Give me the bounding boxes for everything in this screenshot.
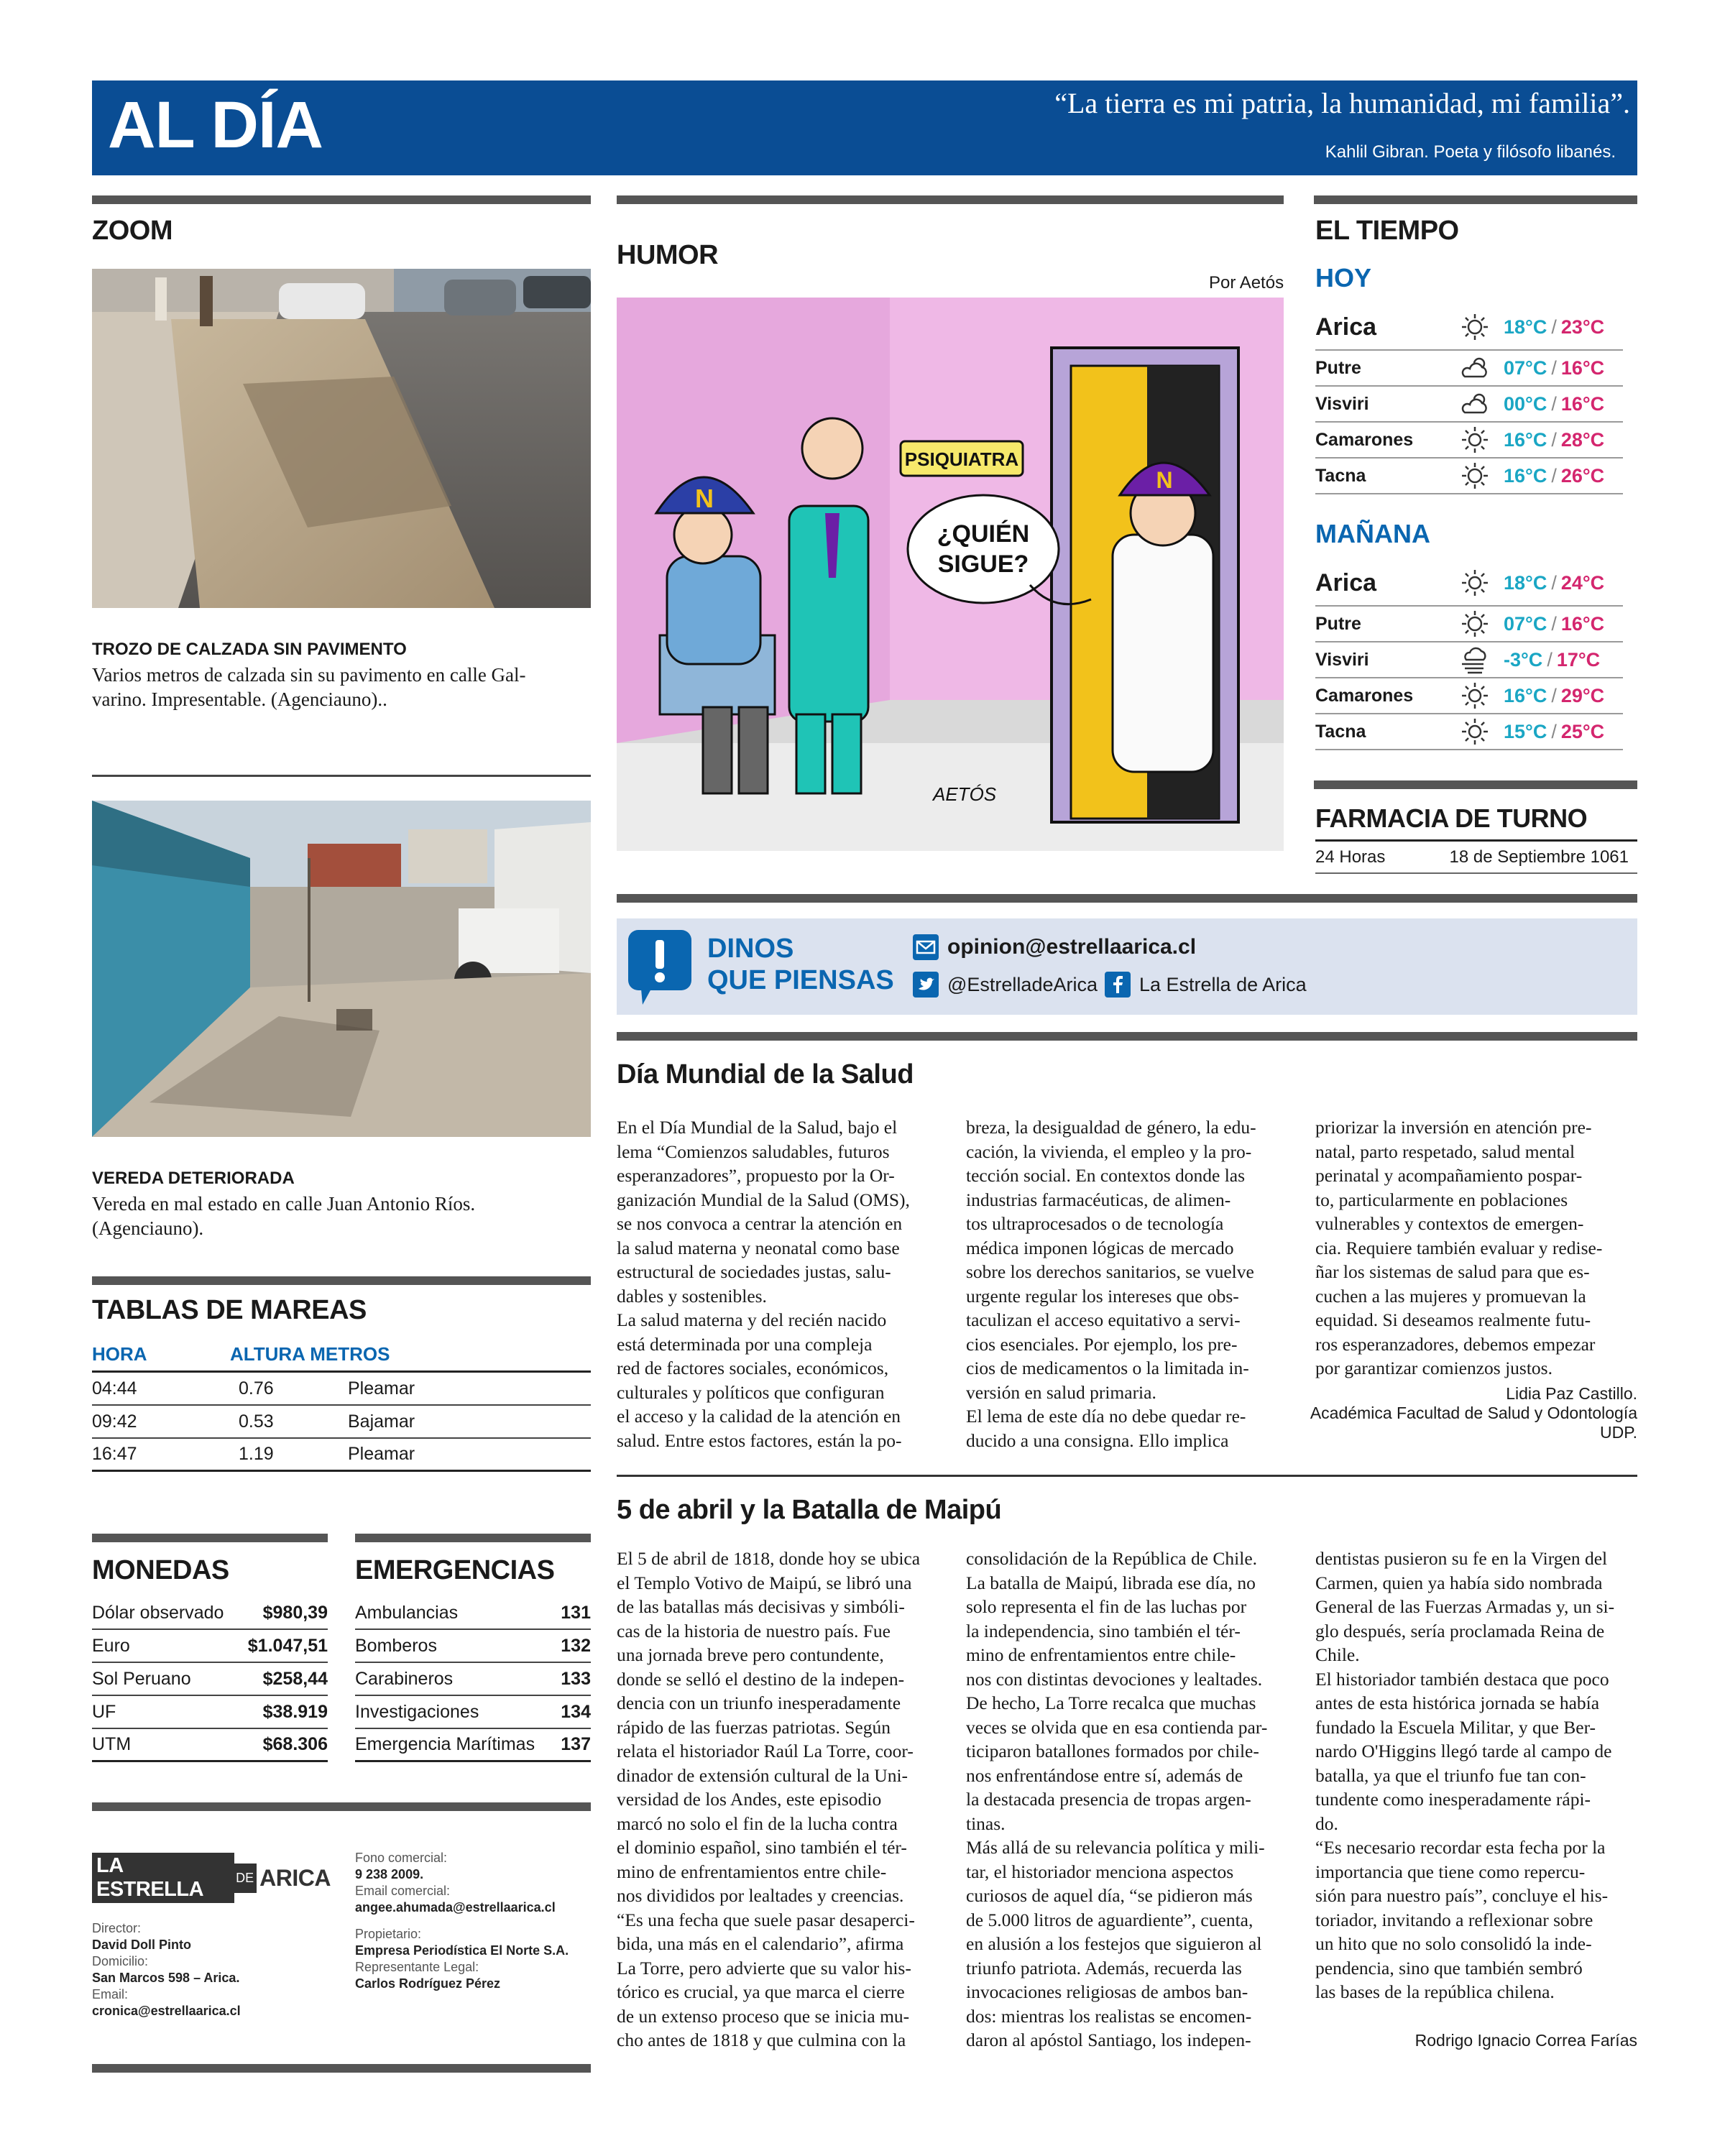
windy-cloud-icon: [1459, 644, 1491, 676]
table-row: [92, 1663, 328, 1696]
weather-title: EL TIEMPO: [1315, 216, 1459, 246]
currency-name: UTM: [92, 1734, 132, 1754]
twitter-icon: [913, 972, 939, 998]
emergency-number: 137: [561, 1734, 591, 1754]
emergency-number: 134: [561, 1701, 591, 1722]
article-line: “Es necesario recordar esta fecha por la: [1315, 1837, 1606, 1858]
article-line: breza, la desigualdad de género, la edu-: [966, 1117, 1256, 1138]
article-line: la independencia, sino también el tér-: [966, 1620, 1241, 1641]
temp-min: 16°C: [1504, 428, 1547, 451]
divider: [92, 2064, 591, 2073]
staff-label: Propietario:: [355, 1927, 422, 1941]
owner: Empresa Periodística El Norte S.A.: [355, 1943, 569, 1958]
article-line: relata el historiador Raúl La Torre, coor-: [617, 1741, 914, 1761]
section-header: [92, 80, 1637, 175]
tide-height: 1.19: [239, 1444, 274, 1464]
article-line: de 5.000 litros de aguardiente”, cuenta,: [966, 1909, 1254, 1930]
address: San Marcos 598 – Arica.: [92, 1971, 240, 1985]
emergency-name: Investigaciones: [355, 1701, 479, 1722]
article-2-col-1: [617, 1547, 940, 2053]
sun-icon: [1459, 424, 1491, 456]
article-line: tos ultraprocesados o de tecnología: [966, 1213, 1224, 1234]
weather-city: Tacna: [1315, 465, 1366, 486]
temp-min: 00°C: [1504, 392, 1547, 415]
weather-today-list: [1315, 305, 1623, 499]
article-line: pendencia, sino que también sembró: [1315, 1957, 1583, 1978]
article-line: tinas.: [966, 1812, 1006, 1834]
staff-box-right: [355, 1850, 569, 1992]
staff-label: Domicilio:: [92, 1954, 149, 1968]
article-line: culturales y políticos que configuran: [617, 1381, 885, 1403]
tides-header: [92, 1338, 591, 1373]
article-line: fundado la Escuela Militar, y que Ber-: [1315, 1716, 1596, 1738]
emergency-name: Emergencia Marítimas: [355, 1734, 535, 1754]
article-line: nos enfrentándose entre sí, además de: [966, 1764, 1243, 1786]
table-row: [355, 1663, 591, 1696]
temp-min: 16°C: [1504, 464, 1547, 487]
article-line: esperanzadores”, propuesto por la Or-: [617, 1165, 895, 1186]
emergency-name: Bomberos: [355, 1635, 437, 1656]
article-line: solo representa el fin de las luchas por: [966, 1596, 1247, 1617]
weather-row: Camarones 16°C / 28°C: [1315, 423, 1623, 459]
article-line: curiosos de aquel día, “se pidieron más: [966, 1885, 1253, 1906]
divider: [1314, 195, 1637, 204]
article-line: lema “Comienzos saludables, futuros: [617, 1141, 890, 1162]
author-name: Lidia Paz Castillo.: [1506, 1384, 1637, 1403]
article-line: el dominio español, sino también el tér-: [617, 1837, 907, 1858]
temp-max: 28°C: [1560, 428, 1605, 451]
divider: [617, 1475, 1637, 1477]
currency-table: [92, 1597, 328, 1762]
article-line: rápido de las fuerzas patriotas. Según: [617, 1716, 891, 1738]
emergency-number: 132: [561, 1635, 591, 1656]
opinion-social-row: [913, 972, 1307, 998]
partly-sunny-icon: [1459, 311, 1491, 343]
table-row: [355, 1597, 591, 1630]
article-1-title: Día Mundial de la Salud: [617, 1059, 914, 1089]
temp-min: 15°C: [1504, 720, 1547, 742]
logo-part: ARICA: [259, 1864, 331, 1891]
article-line: En el Día Mundial de la Salud, bajo el: [617, 1117, 898, 1138]
table-row: [92, 1630, 328, 1663]
article-line: las bases de la república chilena.: [1315, 1981, 1555, 2002]
article-line: sobre los derechos sanitarios, se vuelve: [966, 1261, 1254, 1282]
pharmacy-hours: 24 Horas: [1315, 847, 1386, 867]
article-line: donde se selló el destino de la indepen-: [617, 1668, 905, 1690]
divider: [355, 1534, 591, 1542]
staff-label: Director:: [92, 1921, 142, 1935]
temp-max: 24°C: [1560, 571, 1605, 594]
twitter-link[interactable]: @EstrelladeArica: [947, 973, 1098, 995]
article-line: la destacada presencia de tropas argen-: [966, 1789, 1251, 1810]
article-line: La salud materna y del recién nacido: [617, 1309, 887, 1330]
article-line: tar, el historiador menciona aspectos: [966, 1861, 1234, 1882]
temp-min: -3°C: [1504, 648, 1543, 671]
partly-sunny-icon: [1459, 608, 1491, 640]
article-line: cios de medicamentos o la limitada in-: [966, 1358, 1249, 1378]
article-line: Carmen, quien ya había sido nombrada: [1315, 1572, 1603, 1593]
article-line: tórico es crucial, ya que marca el cierre: [617, 1981, 905, 2002]
currency-name: Dólar observado: [92, 1602, 224, 1623]
currency-title: MONEDAS: [92, 1555, 229, 1585]
article-1-col-2: [966, 1115, 1289, 1452]
article-line: ñar los sistemas de salud para que es-: [1315, 1261, 1590, 1282]
article-line: nos divididos por lealtades y creencias.: [617, 1885, 904, 1906]
article-line: ducido a una consigna. Ello implica: [966, 1429, 1229, 1451]
article-line: ticiparon batallones formados por chile-: [966, 1741, 1259, 1761]
article-line: El 5 de abril de 1818, donde hoy se ubica: [617, 1548, 921, 1569]
currency-value: $38.919: [262, 1701, 328, 1722]
weather-city: Visviri: [1315, 649, 1369, 670]
hat-letter: N: [1156, 467, 1173, 493]
weather-today-label: HOY: [1315, 263, 1372, 292]
emergency-number: 131: [561, 1602, 591, 1623]
article-1-col-3: [1315, 1115, 1639, 1381]
currency-name: Sol Peruano: [92, 1668, 191, 1689]
temp-min: 16°C: [1504, 684, 1547, 706]
article-line: ros esperanzadores, debemos empezar: [1315, 1333, 1596, 1355]
tide-height: 0.76: [239, 1378, 274, 1399]
zoom-caption-text-2: [92, 1192, 475, 1240]
article-line: Más allá de su relevancia política y mili-: [966, 1837, 1265, 1858]
article-line: dables y sostenibles.: [617, 1285, 767, 1307]
article-line: to, particularmente en poblaciones: [1315, 1189, 1568, 1210]
article-line: do.: [1315, 1812, 1338, 1834]
article-1-signature: [1310, 1384, 1637, 1442]
opinion-email-row: [913, 934, 1196, 960]
divider: [92, 775, 591, 777]
article-line: el Templo Votivo de Maipú, se libró una: [617, 1572, 912, 1593]
article-line: dentistas pusieron su fe en la Virgen del: [1315, 1548, 1608, 1569]
article-line: importancia que tiene como repercu-: [1315, 1861, 1586, 1882]
article-line: de un extenso proceso que se inicia mu-: [617, 2005, 910, 2027]
caption-line: Vereda en mal estado en calle Juan Antonio Ríos.: [92, 1193, 476, 1215]
temp-max: 23°C: [1560, 315, 1605, 338]
tides-table: [92, 1338, 591, 1472]
logo-part: DE: [234, 1864, 257, 1893]
header-quote-author: Kahlil Gibran. Poeta y filósofo libanés.: [1325, 142, 1616, 162]
article-line: La batalla de Maipú, librada ese día, no: [966, 1572, 1256, 1593]
tide-hour: 04:44: [92, 1378, 137, 1399]
article-line: nardo O'Higgins llegó tarde al campo de: [1315, 1741, 1612, 1761]
header-quote: “La tierra es mi patria, la humanidad, mi familia”.: [1054, 87, 1630, 119]
caption-line: Varios metros de calzada sin su pavimento en calle Gal-: [92, 664, 526, 686]
temp-min: 07°C: [1504, 612, 1547, 635]
tides-title: TABLAS DE MAREAS: [92, 1295, 367, 1325]
article-line: se nos convoca a centrar la atención en: [617, 1213, 903, 1234]
cartoon-signature: AETÓS: [933, 783, 997, 805]
zoom-title: ZOOM: [92, 216, 172, 246]
weather-row: Tacna 15°C / 25°C: [1315, 714, 1623, 750]
cloudy-sun-icon: [1459, 388, 1491, 420]
article-line: de las batallas más decisivas y simbóli-: [617, 1596, 905, 1617]
currency-name: UF: [92, 1701, 116, 1722]
article-line: un hito que no solo consolidó la inde-: [1315, 1933, 1592, 1954]
temp-max: 17°C: [1556, 648, 1601, 671]
sun-icon: [1459, 716, 1491, 747]
zoom-photo-2: [92, 801, 591, 1137]
phone-number: 9 238 2009.: [355, 1867, 424, 1881]
temp-max: 16°C: [1560, 392, 1605, 415]
staff-label: Representante Legal:: [355, 1960, 479, 1974]
article-line: daron al apóstol Santiago, los indepen-: [966, 2030, 1251, 2050]
article-line: dencia con un triunfo inesperadamente: [617, 1692, 901, 1713]
weather-city: Camarones: [1315, 685, 1414, 706]
table-row: [355, 1696, 591, 1729]
article-line: perinatal y acompañamiento pospar-: [1315, 1165, 1583, 1186]
weather-row: Putre 07°C / 16°C: [1315, 351, 1623, 387]
author-institution: UDP.: [1600, 1423, 1637, 1442]
table-row: [355, 1630, 591, 1663]
weather-row: Visviri -3°C / 17°C: [1315, 642, 1623, 678]
article-line: en alusión a los festejos que siguieron al: [966, 1933, 1262, 1954]
currency-name: Euro: [92, 1635, 130, 1656]
article-line: ganización Mundial de la Salud (OMS),: [617, 1189, 910, 1210]
article-line: cación, la vivienda, el empleo y la pro-: [966, 1141, 1252, 1162]
article-2-title: 5 de abril y la Batalla de Maipú: [617, 1495, 1002, 1525]
zoom-caption-text-1: [92, 663, 526, 711]
article-line: bida, una más en el calendario”, afirma: [617, 1933, 904, 1954]
weather-city: Tacna: [1315, 721, 1366, 742]
author-role: Académica Facultad de Salud y Odontología: [1310, 1404, 1637, 1422]
article-2-col-3: [1315, 1547, 1639, 2004]
bubble-line-2: SIGUE?: [937, 550, 1029, 578]
article-2-signature: Rodrigo Ignacio Correa Farías: [1414, 2031, 1637, 2050]
article-line: dinador de extensión cultural de la Uni-: [617, 1764, 908, 1786]
article-line: tundente como inesperadamente rápi-: [1315, 1789, 1591, 1810]
article-line: estructural de sociedades justas, salu-: [617, 1261, 891, 1282]
divider: [92, 195, 591, 204]
article-line: priorizar la inversión en atención pre-: [1315, 1117, 1592, 1138]
article-line: vulnerables y contextos de emergen-: [1315, 1213, 1584, 1234]
article-line: cho antes de 1818 y que culmina con la: [617, 2030, 906, 2050]
article-line: marcó no solo el fin de la lucha contra: [617, 1812, 898, 1834]
article-line: tección social. En contextos donde las: [966, 1165, 1246, 1186]
email-link[interactable]: cronica@estrellaarica.cl: [92, 2004, 241, 2018]
speech-alert-icon: [627, 929, 693, 1006]
weather-city: Visviri: [1315, 393, 1369, 414]
article-line: invocaciones religiosas de ambos ban-: [966, 1981, 1248, 2002]
article-line: veces se olvida que en esa contienda par-: [966, 1716, 1268, 1738]
article-line: equidad. Si deseamos realmente futu-: [1315, 1309, 1591, 1330]
article-line: versidad de los Andes, este episodio: [617, 1789, 882, 1810]
article-line: el acceso y la calidad de la atención en: [617, 1406, 901, 1427]
director-name: David Doll Pinto: [92, 1938, 192, 1952]
temp-min: 18°C: [1504, 315, 1547, 338]
article-line: red de factores sociales, económicos,: [617, 1358, 889, 1378]
mail-icon: [913, 934, 939, 960]
article-line: urgente regular los intereses que obs-: [966, 1285, 1239, 1307]
tide-height: 0.53: [239, 1411, 274, 1432]
weather-city: Camarones: [1315, 429, 1414, 450]
tide-type: Pleamar: [348, 1444, 415, 1464]
table-row: [92, 1597, 328, 1630]
weather-row: Camarones 16°C / 29°C: [1315, 678, 1623, 714]
emergency-number: 133: [561, 1668, 591, 1689]
section-title: AL DÍA: [108, 88, 323, 162]
currency-value: $258,44: [262, 1668, 328, 1689]
weather-row: Tacna 16°C / 26°C: [1315, 459, 1623, 494]
emergency-table: [355, 1597, 591, 1762]
article-line: industrias farmacéuticas, de alimen-: [966, 1189, 1231, 1210]
legal-representative: Carlos Rodríguez Pérez: [355, 1976, 501, 1991]
weather-city: Putre: [1315, 613, 1361, 634]
staff-label: Fono comercial:: [355, 1851, 448, 1865]
hat-letter: N: [695, 484, 714, 513]
weather-city: Putre: [1315, 357, 1361, 378]
article-line: cia. Requiere también evaluar y redise-: [1315, 1237, 1603, 1258]
article-line: “Es una fecha que suele pasar desaperci-: [617, 1909, 915, 1930]
temp-max: 16°C: [1560, 356, 1605, 379]
zoom-caption-title-1: TROZO DE CALZADA SIN PAVIMENTO: [92, 640, 407, 659]
opinion-banner: [617, 918, 1637, 1015]
article-line: glo después, sería proclamada Reina de: [1315, 1620, 1605, 1641]
divider: [92, 1276, 591, 1285]
facebook-icon: [1105, 972, 1131, 998]
article-line: antes de esta histórica jornada se había: [1315, 1692, 1600, 1713]
weather-city: Arica: [1315, 313, 1377, 341]
table-row: [92, 1373, 591, 1406]
logo-part: LA ESTRELLA: [92, 1853, 234, 1903]
divider: [1314, 780, 1637, 789]
humor-title: HUMOR: [617, 240, 719, 270]
article-line: cas de la historia de nuestro país. Fue: [617, 1620, 891, 1641]
weather-row: Arica 18°C / 23°C: [1315, 305, 1623, 351]
article-line: triunfo patriota. Además, recuerda las: [966, 1957, 1242, 1978]
caption-line: (Agenciauno).: [92, 1217, 204, 1239]
article-line: toriador, invitando a reflexionar sobre: [1315, 1909, 1593, 1930]
bubble-line-1: ¿QUIÉN: [937, 520, 1030, 548]
article-line: salud. Entre estos factores, están la po-: [617, 1429, 902, 1451]
temp-max: 25°C: [1560, 720, 1605, 742]
article-line: natal, parto respetado, salud mental: [1315, 1141, 1576, 1162]
article-line: la salud materna y neonatal como base: [617, 1237, 900, 1258]
table-row: [92, 1696, 328, 1729]
pharmacy-address: 18 de Septiembre 1061: [1449, 847, 1629, 867]
article-line: taculizan el acceso equitativo a servi-: [966, 1309, 1241, 1330]
tide-hour: 09:42: [92, 1411, 137, 1432]
divider: [617, 1032, 1637, 1041]
article-2-col-2: [966, 1547, 1289, 2053]
zoom-photo-1: [92, 269, 591, 608]
tides-col-hour: HORA: [92, 1343, 147, 1365]
article-line: La Torre, pero advierte que su valor his-: [617, 1957, 911, 1978]
weather-tomorrow-list: [1315, 561, 1623, 755]
emergency-title: EMERGENCIAS: [355, 1555, 555, 1585]
cloudy-sun-icon: [1459, 352, 1491, 384]
table-row: [92, 1729, 328, 1762]
weather-row: Visviri 00°C / 16°C: [1315, 387, 1623, 423]
article-line: General de las Fuerzas Armadas y, un si-: [1315, 1596, 1615, 1617]
humor-byline: Por Aetós: [1209, 273, 1284, 292]
article-line: sión para nuestro país”, concluye el his-: [1315, 1885, 1609, 1906]
weather-row: Putre 07°C / 16°C: [1315, 607, 1623, 642]
newspaper-logo: [92, 1854, 331, 1901]
caption-line: varino. Impresentable. (Agenciauno)..: [92, 688, 387, 710]
staff-label: Email:: [92, 1987, 129, 2001]
opinion-call: [707, 933, 894, 996]
article-line: por garantizar comienzos justos.: [1315, 1358, 1552, 1378]
tides-col-height: ALTURA METROS: [230, 1343, 390, 1365]
article-line: nos con distintas devociones y lealtades.: [966, 1668, 1263, 1690]
article-line: Chile.: [1315, 1644, 1360, 1665]
cartoon: [617, 298, 1284, 851]
temp-max: 26°C: [1560, 464, 1605, 487]
divider: [92, 1802, 591, 1811]
article-line: cuchen a las mujeres y promuevan la: [1315, 1285, 1586, 1307]
tide-type: Pleamar: [348, 1378, 415, 1399]
temp-max: 29°C: [1560, 684, 1605, 706]
currency-value: $980,39: [262, 1602, 328, 1623]
divider: [617, 894, 1637, 903]
article-line: dos: mientras los realistas se encomen-: [966, 2005, 1252, 2027]
divider: [92, 1534, 328, 1542]
emergency-name: Carabineros: [355, 1668, 454, 1689]
pharmacy-title: FARMACIA DE TURNO: [1315, 803, 1588, 833]
opinion-email-link[interactable]: opinion@estrellaarica.cl: [947, 935, 1197, 959]
partly-sunny-icon: [1459, 460, 1491, 492]
staff-label: Email comercial:: [355, 1884, 451, 1898]
staff-box-left: [92, 1920, 241, 2019]
article-line: consolidación de la República de Chile.: [966, 1548, 1258, 1569]
table-row: [355, 1729, 591, 1762]
article-line: está determinada por una compleja: [617, 1333, 873, 1355]
article-line: batalla, ya que el triunfo fue tan con-: [1315, 1764, 1586, 1786]
temp-min: 07°C: [1504, 356, 1547, 379]
zoom-caption-title-2: VEREDA DETERIORADA: [92, 1169, 295, 1188]
article-line: versión en salud primaria.: [966, 1381, 1156, 1403]
temp-max: 16°C: [1560, 612, 1605, 635]
article-line: mino de enfrentamientos entre chile-: [966, 1644, 1236, 1665]
currency-value: $68.306: [262, 1734, 328, 1754]
article-1-col-1: [617, 1115, 940, 1452]
opinion-line-2: QUE PIENSAS: [707, 965, 894, 995]
article-line: cios esenciales. Por ejemplo, los pre-: [966, 1333, 1238, 1355]
article-line: mino de enfrentamientos entre chile-: [617, 1861, 887, 1882]
article-line: El lema de este día no debe quedar re-: [966, 1406, 1246, 1427]
currency-value: $1.047,51: [247, 1635, 328, 1656]
tide-type: Bajamar: [348, 1411, 415, 1432]
article-line: El historiador también destaca que poco: [1315, 1668, 1609, 1690]
emergency-name: Ambulancias: [355, 1602, 459, 1623]
commercial-email-link[interactable]: angee.ahumada@estrellaarica.cl: [355, 1900, 556, 1915]
sign-text: PSIQUIATRA: [904, 448, 1019, 470]
sun-icon: [1459, 567, 1491, 599]
table-row: [92, 1406, 591, 1439]
article-line: médica imponen lógicas de mercado: [966, 1237, 1234, 1258]
article-line: De hecho, La Torre recalca que muchas: [966, 1692, 1256, 1713]
sun-icon: [1459, 680, 1491, 711]
pharmacy-row: [1315, 839, 1637, 874]
weather-row: Arica 18°C / 24°C: [1315, 561, 1623, 607]
tide-hour: 16:47: [92, 1444, 137, 1464]
article-line: una jornada breve pero contundente,: [617, 1644, 884, 1665]
divider: [617, 195, 1284, 204]
temp-min: 18°C: [1504, 571, 1547, 594]
table-row: [92, 1439, 591, 1472]
weather-city: Arica: [1315, 568, 1377, 596]
facebook-link[interactable]: La Estrella de Arica: [1139, 973, 1307, 995]
weather-tomorrow-label: MAÑANA: [1315, 519, 1430, 548]
opinion-line-1: DINOS: [707, 934, 794, 964]
